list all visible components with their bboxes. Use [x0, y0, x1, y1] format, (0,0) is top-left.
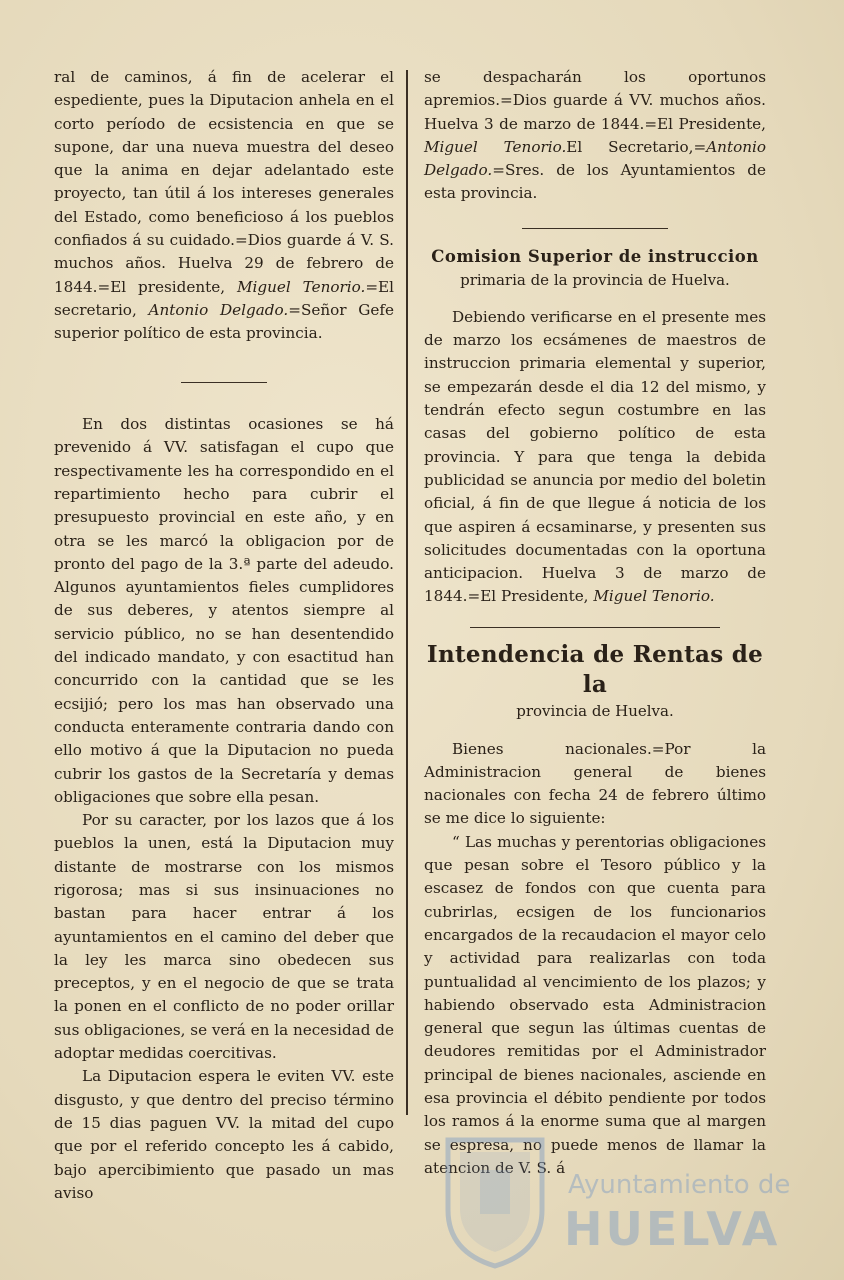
- paragraph-text: Debiendo verificarse en el presente mes de marzo los ecsámenes de maestros de instruccion primaria elemental y superior, se empezarán desde el dia 12 del mismo, y tendrán efecto segun costumbre en las casas del gobierno político de esta provincia. Y para que tenga la debida publicidad se anuncia por medio del boletin oficial, á fin de que llegue á noticia de los que aspiren á ecsaminarse, y presenten sus solicitudes documentadas con la oportuna anticipacion. Huelva 3 de marzo de 1844.=El Presidente,: [424, 307, 766, 606]
- paragraph: [54, 66, 394, 346]
- column-divider: [406, 70, 408, 1115]
- signature-name: Miguel Tenorio.: [236, 277, 366, 296]
- paragraph-text: ral de caminos, á fin de acelerar el espediente, pues la Diputacion anhela en el corto período de ecsistencia en que se supone, dar una nueva muestra del deseo que la anima en dejar adelantado este proyecto, tan útil á los intereses generales del Estado, como beneficioso á los pueblos confiados á su cuidado.=Dios guarde á V. S. muchos años. Huelva 29 de febrero de 1844.=El presidente,: [54, 68, 394, 296]
- section-heading: Intendencia de Rentas de la: [426, 641, 764, 699]
- signature-name: Antonio Delgado.: [424, 137, 766, 180]
- paragraph: En dos distintas ocasiones se há prevenido á VV. satisfagan el cupo que respectivamente les ha correspondido en el repartimiento hecho para cubrir el presupuesto provincial en este año, y en otra se les marcó la obligacion por de pronto del pago de la 3.ª parte del adeudo. Algunos ayuntamientos fieles cumplidores de sus deberes, y atentos siempre al servicio público, no se han desentendido del indicado mandato, y con esactitud han concurrido con la cantidad que se les ecsijió; pero los mas han observado una conducta enteramente contraria dando con ello motivo á que la Diputacion no pueda cubrir los gastos de la Secretaría y demas obligaciones que sobre ella pesan.: [54, 415, 394, 806]
- watermark-text: HUELVA: [564, 1202, 781, 1256]
- coat-of-arms-icon: [440, 1130, 550, 1270]
- paragraph: Bienes nacionales.=Por la Administracion general de bienes nacionales con fecha 24 de febrero último se me dice lo siguiente:: [424, 739, 766, 828]
- section-rule: [522, 228, 668, 230]
- paragraph-text: =El secretario,: [54, 277, 394, 319]
- paragraph-text: se despacharán los oportunos apremios.=Dios guarde á VV. muchos años. Huelva 3 de marzo de 1844.=El Presidente,: [424, 68, 766, 133]
- left-column: [54, 66, 394, 1205]
- signature-name: Antonio Delgado.: [148, 300, 289, 319]
- paragraph: “ Las muchas y perentorias obligaciones que pesan sobre el Tesoro público y la escasez de fondos con que cuenta para cubrirlas, ecsigen de los funcionarios encargados de la recaudacion el mayor celo y actividad para realizarlas con toda puntualidad al vencimiento de los plazos; y habiendo observado esta Administracion general que segun las últimas cuentas de deudores remitidas por el Administrador principal de bienes nacionales, asciende en esa provincia el débito pendiente por todos los ramos á la enorme suma que al margen se espresa, no puede menos de llamar la atencion de V. S. á: [424, 832, 766, 1177]
- signature-name: Miguel Tenorio.: [424, 137, 567, 156]
- paragraph-text: El Secretario,=: [566, 137, 707, 156]
- section-rule: [181, 382, 267, 384]
- section-subheading: primaria de la provincia de Huelva.: [460, 270, 730, 289]
- watermark-text: Ayuntamiento de: [568, 1170, 791, 1200]
- signature-name: Miguel Tenorio.: [593, 587, 715, 606]
- paragraph: La Diputacion espera le eviten VV. este disgusto, y que dentro del preciso término de 15 dias paguen VV. la mitad del cupo que por el referido concepto les á cabido, bajo apercibimiento que pasado un mas aviso: [54, 1067, 394, 1202]
- paragraph: [424, 66, 766, 206]
- paragraph-text: =Señor Gefe superior político de esta provincia.: [54, 300, 394, 343]
- section-subheading: provincia de Huelva.: [516, 702, 674, 721]
- paragraph-text: =Sres. de los Ayuntamientos de esta provincia.: [424, 161, 766, 203]
- right-column: [424, 66, 766, 1180]
- section-heading: Comision Superior de instruccion: [431, 247, 759, 267]
- section-rule: [470, 627, 720, 629]
- paragraph: [424, 306, 766, 609]
- paragraph: Por su caracter, por los lazos que á los pueblos la unen, está la Diputacion muy distante de mostrarse con los mismos rigorosa; mas si sus insinuaciones no bastan para hacer entrar á los ayuntamientos en el camino del deber que la ley les marca sino obedecen sus preceptos, y en el negocio de que se trata la ponen en el conflicto de no poder orillar sus obligaciones, se verá en la necesidad de adoptar medidas coercitivas.: [54, 811, 394, 1063]
- watermark: [440, 1130, 791, 1280]
